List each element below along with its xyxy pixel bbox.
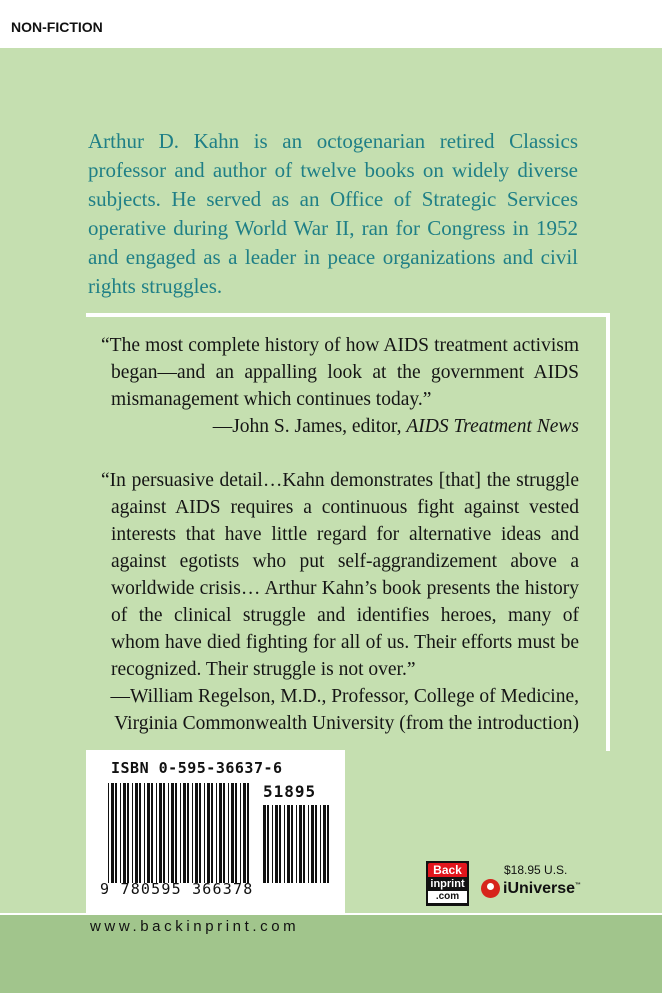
barcode-bar: [247, 783, 249, 883]
quote-attribution: [101, 413, 579, 440]
barcode-bar: [223, 783, 225, 883]
barcode-bar: [287, 805, 290, 883]
barcode-bar: [123, 783, 126, 883]
barcode-bar: [115, 783, 117, 883]
barcode-bar: [135, 783, 138, 883]
footer-rule: [0, 913, 662, 915]
quote-attribution-line-2: Virginia Commonwealth University (from the introduction): [114, 713, 579, 734]
barcode-bar: [127, 783, 129, 883]
quote-text: “The most complete history of how AIDS treatment activism began—and an appalling look at the government AIDS mismanagement which continues today.”: [101, 335, 579, 410]
barcode-bar: [272, 805, 273, 883]
barcode-bar: [204, 783, 205, 883]
barcode-bar: [308, 805, 309, 883]
barcode-bar: [228, 783, 229, 883]
barcode-bar: [216, 783, 217, 883]
barcode-bar: [168, 783, 169, 883]
barcode-bar: [296, 805, 297, 883]
barcode-bar: [199, 783, 201, 883]
barcode-bar: [235, 783, 237, 883]
barcode-bar: [195, 783, 198, 883]
barcode-bar: [323, 805, 326, 883]
attribution-text: —John S. James, editor,: [212, 416, 407, 437]
review-quote-1: [101, 332, 579, 440]
price-code-digits: 51895: [263, 782, 317, 801]
barcode-bar: [243, 783, 246, 883]
isbn-barcode: [86, 750, 345, 913]
publisher-name: iUniverse™: [503, 879, 582, 897]
barcode-bar: [192, 783, 193, 883]
barcode-bar: [267, 805, 269, 883]
barcode-bar: [211, 783, 213, 883]
quote-attribution-line-1: —William Regelson, M.D., Professor, College of Medicine,: [110, 686, 579, 707]
barcode-bar: [171, 783, 174, 883]
publisher-logo: [481, 879, 581, 898]
ean-digits: 9 780595 366378: [100, 880, 254, 898]
publication-name: AIDS Treatment News: [406, 416, 579, 437]
quote-frame-top: [86, 313, 610, 317]
barcode-bar: [175, 783, 177, 883]
barcode-bar: [315, 805, 317, 883]
barcode-bar: [159, 783, 162, 883]
barcode-bar: [299, 805, 302, 883]
barcode-bar: [275, 805, 278, 883]
barcode-bar: [163, 783, 165, 883]
header-bar: [0, 0, 662, 48]
barcode-bar: [187, 783, 189, 883]
barcode-bar: [156, 783, 157, 883]
barcode-bar: [303, 805, 305, 883]
barcode-bar: [219, 783, 222, 883]
website-url: www.backinprint.com: [90, 918, 300, 935]
backinprint-logo: Back inprint .com: [426, 861, 469, 906]
barcode-bar: [291, 805, 293, 883]
author-bio: Arthur D. Kahn is an octogenarian retired Classics professor and author of twelve books on widely diverse subjects. He served as an Office of Strategic Services operative during World War II, ran for Congress in 1952 and engaged as a leader in peace organizations and civil rights struggles.: [88, 129, 578, 298]
barcode-bar: [132, 783, 133, 883]
addon-barcode-bars: [263, 805, 333, 883]
barcode-bar: [183, 783, 186, 883]
review-quote-2: [101, 467, 579, 737]
barcode-bar: [279, 805, 281, 883]
barcode-bar: [180, 783, 181, 883]
quote-frame-right: [606, 313, 610, 751]
barcode-bar: [207, 783, 210, 883]
barcode-bar: [231, 783, 234, 883]
price-label: $18.95 U.S.: [504, 863, 568, 877]
iuniverse-mark-icon: [481, 879, 500, 898]
ean-barcode-bars: [108, 783, 254, 883]
category-label: NON-FICTION: [11, 19, 103, 35]
barcode-bar: [120, 783, 121, 883]
quote-text: “In persuasive detail…Kahn demonstrates [that] the struggle against AIDS requires a continuous fight against vested interests that have little regard for alternative ideas and against egotists who put self-aggrandizement above a worldwide crisis… Arthur Kahn’s book presents the history of the clinical struggle and identifies heroes, many of whom have died fighting for all of us. Their efforts must be recognized. Their struggle is not over.”: [101, 470, 579, 680]
barcode-bar: [311, 805, 314, 883]
isbn-number: ISBN 0-595-36637-6: [111, 759, 283, 777]
barcode-bar: [151, 783, 153, 883]
barcode-bar: [263, 805, 266, 883]
barcode-bar: [327, 805, 329, 883]
barcode-bar: [240, 783, 241, 883]
barcode-bar: [108, 783, 109, 883]
barcode-bar: [147, 783, 150, 883]
barcode-bar: [320, 805, 321, 883]
barcode-bar: [111, 783, 114, 883]
barcode-bar: [284, 805, 285, 883]
barcode-bar: [139, 783, 141, 883]
barcode-bar: [144, 783, 145, 883]
